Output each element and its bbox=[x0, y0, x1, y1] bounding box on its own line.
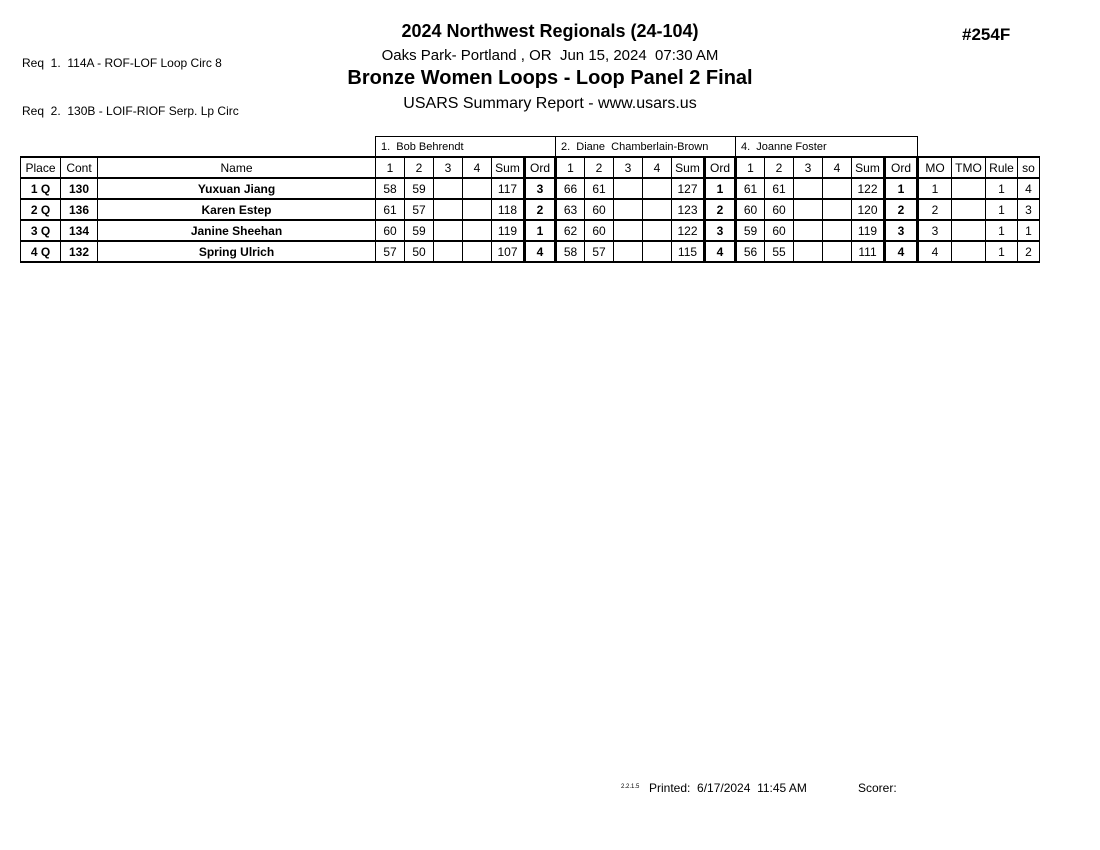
cell-so: 4 bbox=[1018, 178, 1040, 199]
cell-judge3-score2: 60 bbox=[765, 199, 794, 220]
judge-3-name: 4. Joanne Foster bbox=[736, 137, 918, 158]
cell-judge3-ordinal: 3 bbox=[885, 220, 918, 241]
cell-mo: 1 bbox=[918, 178, 952, 199]
header-tmo: TMO bbox=[952, 157, 986, 178]
result-row bbox=[21, 199, 1040, 220]
cell-judge1-score1: 58 bbox=[376, 178, 405, 199]
cell-judge1-score4 bbox=[463, 178, 492, 199]
competition-title: 2024 Northwest Regionals (24-104) bbox=[401, 21, 699, 41]
cell-so: 3 bbox=[1018, 199, 1040, 220]
cell-judge3-score2: 61 bbox=[765, 178, 794, 199]
cell-tmo bbox=[952, 199, 986, 220]
cell-judge1-sum: 117 bbox=[492, 178, 525, 199]
header-name: Name bbox=[98, 157, 376, 178]
cell-judge3-score2: 60 bbox=[765, 220, 794, 241]
program-number: #254F bbox=[962, 25, 1011, 44]
cell-tmo bbox=[952, 178, 986, 199]
header-judge1-1: 1 bbox=[376, 157, 405, 178]
cell-place: 2 Q bbox=[21, 199, 61, 220]
cell-judge1-score3 bbox=[434, 199, 463, 220]
printed-timestamp: Printed: 6/17/2024 11:45 AM bbox=[649, 781, 807, 795]
header-so: so bbox=[1018, 157, 1040, 178]
cell-judge3-score1: 59 bbox=[736, 220, 765, 241]
cell-judge3-score4 bbox=[823, 241, 852, 262]
header-judge3-3: 3 bbox=[794, 157, 823, 178]
cell-judge3-score4 bbox=[823, 199, 852, 220]
cell-judge2-score4 bbox=[643, 199, 672, 220]
cell-contestant-number: 132 bbox=[61, 241, 98, 262]
cell-judge2-score1: 62 bbox=[556, 220, 585, 241]
cell-judge2-score3 bbox=[614, 199, 643, 220]
cell-judge2-score2: 60 bbox=[585, 199, 614, 220]
cell-judge2-sum: 127 bbox=[672, 178, 705, 199]
cell-judge1-score1: 61 bbox=[376, 199, 405, 220]
cell-contestant-number: 134 bbox=[61, 220, 98, 241]
cell-judge3-score1: 56 bbox=[736, 241, 765, 262]
cell-judge2-score2: 60 bbox=[585, 220, 614, 241]
header-judge2-ord: Ord bbox=[705, 157, 736, 178]
results-table bbox=[20, 136, 1040, 263]
report-header bbox=[0, 21, 1100, 113]
req-line-2: Req 2. 130B - LOIF-RIOF Serp. Lp Circ bbox=[22, 104, 239, 118]
cell-judge3-score3 bbox=[794, 241, 823, 262]
req-line-1: Req 1. 114A - ROF-LOF Loop Circ 8 bbox=[22, 56, 222, 70]
cell-judge1-score4 bbox=[463, 220, 492, 241]
judge-1-name: 1. Bob Behrendt bbox=[376, 137, 556, 158]
cell-judge1-score4 bbox=[463, 241, 492, 262]
cell-mo: 3 bbox=[918, 220, 952, 241]
cell-rule: 1 bbox=[986, 241, 1018, 262]
header-judge2-2: 2 bbox=[585, 157, 614, 178]
header-judge3-4: 4 bbox=[823, 157, 852, 178]
cell-judge3-sum: 111 bbox=[852, 241, 885, 262]
cell-judge3-ordinal: 1 bbox=[885, 178, 918, 199]
cell-judge1-score2: 59 bbox=[405, 178, 434, 199]
cell-judge1-score1: 57 bbox=[376, 241, 405, 262]
cell-judge2-score4 bbox=[643, 178, 672, 199]
cell-judge1-ordinal: 3 bbox=[525, 178, 556, 199]
cell-so: 2 bbox=[1018, 241, 1040, 262]
header-judge2-sum: Sum bbox=[672, 157, 705, 178]
cell-contestant-number: 130 bbox=[61, 178, 98, 199]
cell-judge2-score4 bbox=[643, 220, 672, 241]
cell-place: 1 Q bbox=[21, 178, 61, 199]
header-judge1-4: 4 bbox=[463, 157, 492, 178]
event-title: Bronze Women Loops - Loop Panel 2 Final bbox=[347, 67, 753, 89]
cell-judge2-ordinal: 3 bbox=[705, 220, 736, 241]
cell-judge3-sum: 122 bbox=[852, 178, 885, 199]
cell-judge3-score2: 55 bbox=[765, 241, 794, 262]
cell-judge3-score3 bbox=[794, 178, 823, 199]
cell-judge1-ordinal: 1 bbox=[525, 220, 556, 241]
cell-judge3-score4 bbox=[823, 178, 852, 199]
header-judge1-2: 2 bbox=[405, 157, 434, 178]
cell-name: Yuxuan Jiang bbox=[98, 178, 376, 199]
judge-2-name: 2. Diane Chamberlain-Brown bbox=[556, 137, 736, 158]
header-cont: Cont bbox=[61, 157, 98, 178]
cell-judge1-score2: 50 bbox=[405, 241, 434, 262]
result-row bbox=[21, 220, 1040, 241]
cell-name: Janine Sheehan bbox=[98, 220, 376, 241]
cell-judge1-sum: 118 bbox=[492, 199, 525, 220]
cell-place: 3 Q bbox=[21, 220, 61, 241]
column-header-row bbox=[21, 157, 1040, 178]
cell-name: Spring Ulrich bbox=[98, 241, 376, 262]
cell-judge2-score3 bbox=[614, 241, 643, 262]
cell-judge2-sum: 122 bbox=[672, 220, 705, 241]
cell-tmo bbox=[952, 220, 986, 241]
cell-judge2-ordinal: 4 bbox=[705, 241, 736, 262]
cell-judge2-score3 bbox=[614, 178, 643, 199]
header-judge1-sum: Sum bbox=[492, 157, 525, 178]
cell-judge2-score3 bbox=[614, 220, 643, 241]
header-judge3-2: 2 bbox=[765, 157, 794, 178]
cell-tmo bbox=[952, 241, 986, 262]
cell-judge1-score3 bbox=[434, 178, 463, 199]
cell-judge1-score4 bbox=[463, 199, 492, 220]
header-judge3-ord: Ord bbox=[885, 157, 918, 178]
cell-so: 1 bbox=[1018, 220, 1040, 241]
header-judge2-3: 3 bbox=[614, 157, 643, 178]
cell-judge2-sum: 115 bbox=[672, 241, 705, 262]
cell-judge1-score1: 60 bbox=[376, 220, 405, 241]
header-judge2-1: 1 bbox=[556, 157, 585, 178]
scorer-label: Scorer: bbox=[858, 781, 897, 795]
venue-date-line: Oaks Park- Portland , OR Jun 15, 2024 07:30 AM bbox=[381, 47, 719, 64]
cell-judge1-score3 bbox=[434, 220, 463, 241]
result-row bbox=[21, 241, 1040, 262]
cell-judge2-score4 bbox=[643, 241, 672, 262]
cell-name: Karen Estep bbox=[98, 199, 376, 220]
cell-judge1-score2: 59 bbox=[405, 220, 434, 241]
cell-rule: 1 bbox=[986, 199, 1018, 220]
header-judge1-ord: Ord bbox=[525, 157, 556, 178]
cell-contestant-number: 136 bbox=[61, 199, 98, 220]
header-judge2-4: 4 bbox=[643, 157, 672, 178]
cell-place: 4 Q bbox=[21, 241, 61, 262]
cell-judge3-score1: 61 bbox=[736, 178, 765, 199]
header-judge1-3: 3 bbox=[434, 157, 463, 178]
cell-judge1-sum: 119 bbox=[492, 220, 525, 241]
header-judge3-sum: Sum bbox=[852, 157, 885, 178]
cell-judge3-sum: 120 bbox=[852, 199, 885, 220]
cell-judge2-score2: 61 bbox=[585, 178, 614, 199]
cell-judge2-ordinal: 1 bbox=[705, 178, 736, 199]
cell-judge3-ordinal: 4 bbox=[885, 241, 918, 262]
software-version: 2.2.1.5 bbox=[621, 784, 640, 790]
cell-mo: 4 bbox=[918, 241, 952, 262]
cell-judge2-score1: 66 bbox=[556, 178, 585, 199]
cell-judge3-ordinal: 2 bbox=[885, 199, 918, 220]
cell-judge2-score1: 58 bbox=[556, 241, 585, 262]
header-judge3-1: 1 bbox=[736, 157, 765, 178]
cell-judge1-ordinal: 4 bbox=[525, 241, 556, 262]
cell-judge1-sum: 107 bbox=[492, 241, 525, 262]
cell-judge2-score2: 57 bbox=[585, 241, 614, 262]
header-rule: Rule bbox=[986, 157, 1018, 178]
cell-judge2-score1: 63 bbox=[556, 199, 585, 220]
cell-rule: 1 bbox=[986, 220, 1018, 241]
result-row bbox=[21, 178, 1040, 199]
cell-judge1-score3 bbox=[434, 241, 463, 262]
header-mo: MO bbox=[918, 157, 952, 178]
cell-judge3-score4 bbox=[823, 220, 852, 241]
cell-mo: 2 bbox=[918, 199, 952, 220]
judge-row bbox=[21, 137, 1040, 158]
cell-judge2-sum: 123 bbox=[672, 199, 705, 220]
header-place: Place bbox=[21, 157, 61, 178]
judge-row-spacer-left bbox=[21, 137, 376, 158]
cell-judge2-ordinal: 2 bbox=[705, 199, 736, 220]
report-type-line: USARS Summary Report - www.usars.us bbox=[403, 95, 697, 112]
cell-judge3-score3 bbox=[794, 199, 823, 220]
cell-judge1-ordinal: 2 bbox=[525, 199, 556, 220]
cell-judge1-score2: 57 bbox=[405, 199, 434, 220]
cell-judge3-sum: 119 bbox=[852, 220, 885, 241]
cell-judge3-score3 bbox=[794, 220, 823, 241]
cell-judge3-score1: 60 bbox=[736, 199, 765, 220]
judge-row-spacer-right bbox=[918, 137, 1040, 158]
cell-rule: 1 bbox=[986, 178, 1018, 199]
